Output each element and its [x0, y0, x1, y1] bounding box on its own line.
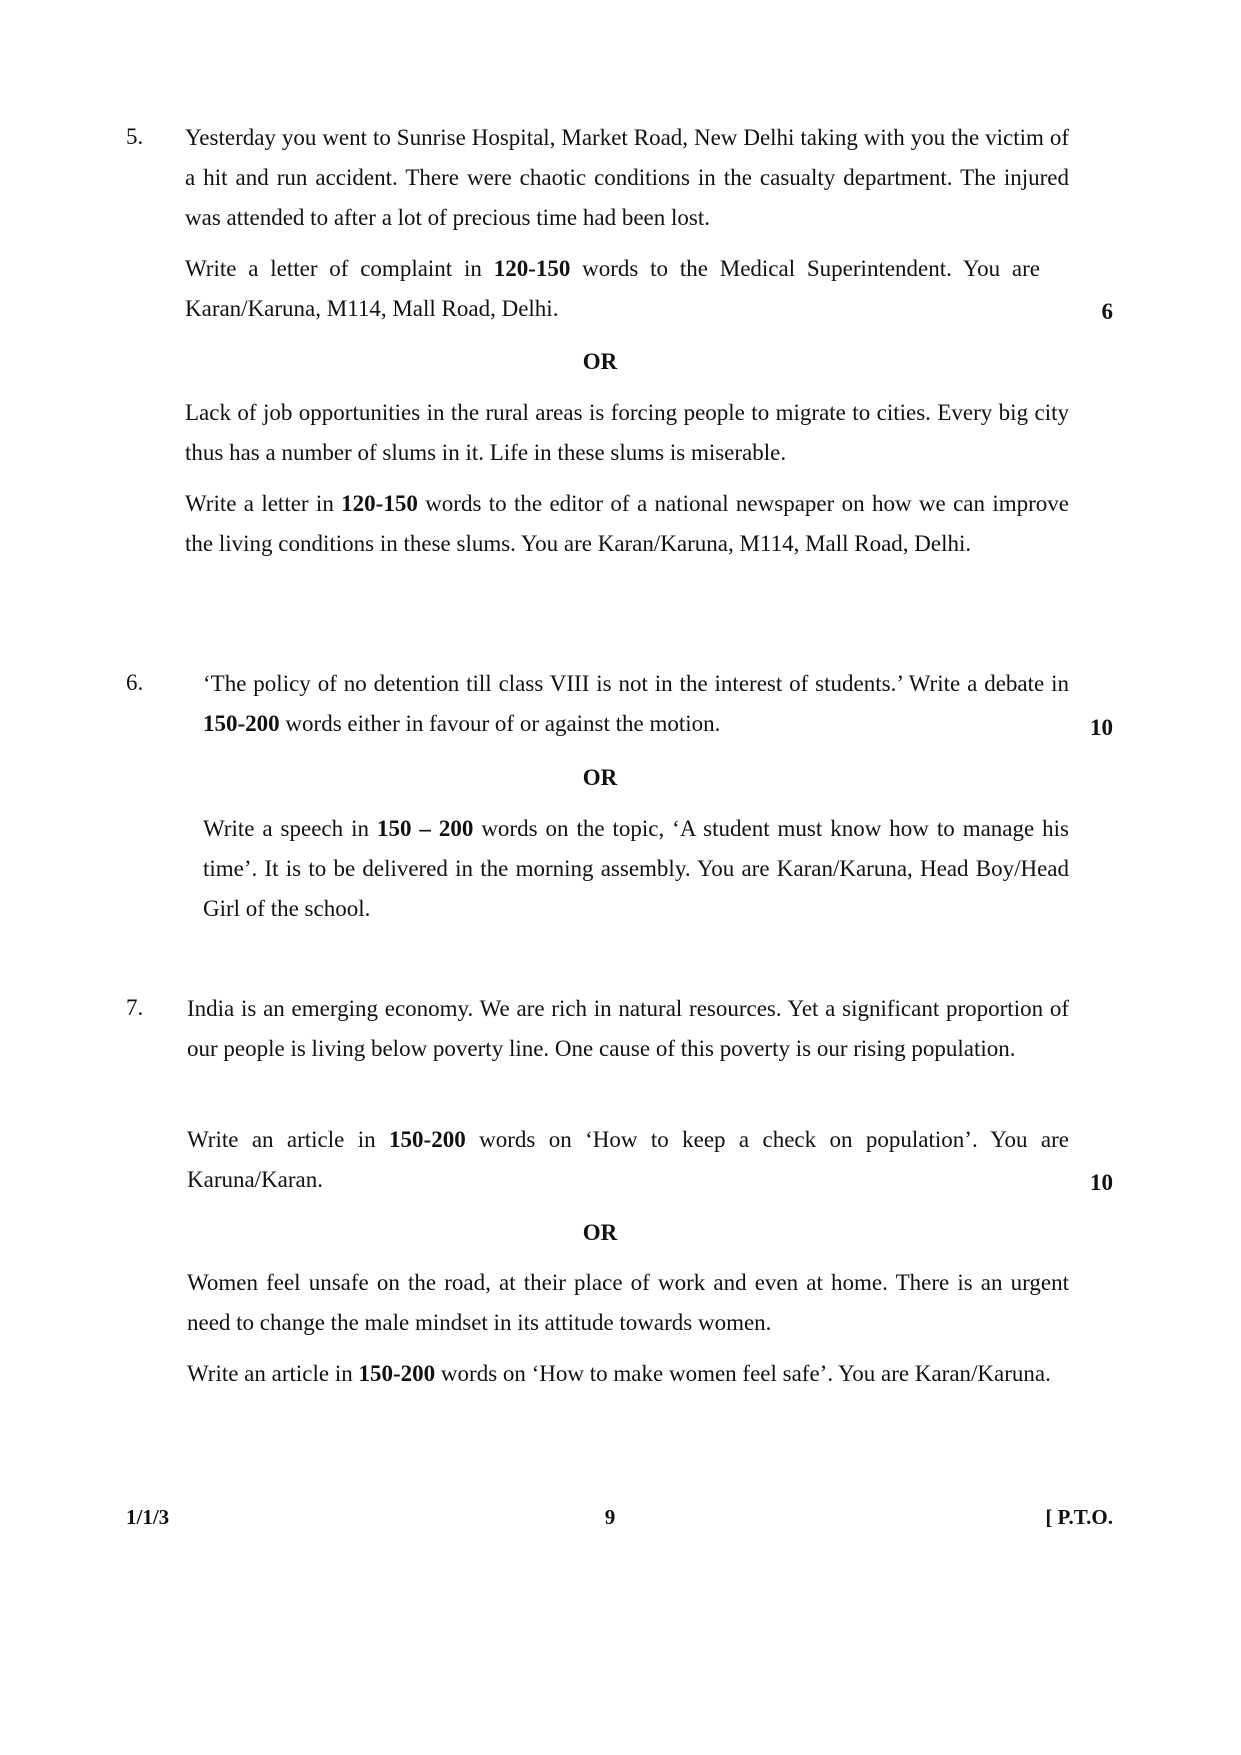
question-6-task-text: ‘The policy of no detention till class VIII is not in the interest of students.’ Write a debate in: [203, 671, 1069, 696]
question-6-marks: 10: [1090, 715, 1113, 740]
question-5-task-text-end: words to the Medical Superintendent. You are Karan/Karuna, M114, Mall Road, Delhi.: [185, 256, 1041, 321]
question-6-alt-word-limit: 150 – 200: [376, 816, 474, 841]
question-5-alt-task: [185, 484, 1069, 564]
question-5-prompt: Yesterday you went to Sunrise Hospital, Market Road, New Delhi taking with you the victim of a hit and run accident. There were chaotic conditions in the casualty department. The injured was attended to after a lot of precious time had been lost.: [185, 125, 1069, 230]
question-6-alt-task-text: Write a speech in: [203, 816, 377, 841]
question-6-or: OR: [582, 765, 618, 790]
question-5-alt-word-limit: 120-150: [341, 491, 418, 516]
question-7-alt-task: [187, 1354, 1069, 1394]
question-7-task-text-end: words on ‘How to keep a check on population’. You are Karuna/Karan.: [187, 1127, 1069, 1192]
question-6-number: 6.: [126, 670, 144, 695]
question-6-alt-task: [203, 809, 1069, 929]
question-7-word-limit: 150-200: [389, 1127, 466, 1152]
question-6-task: [203, 664, 1069, 744]
question-6-task-text-end: words either in favour of or against the motion.: [279, 711, 721, 736]
question-6-alt-task-text-end: words on the topic, ‘A student must know how to manage his time’. It is to be delivered in the morning assembly. You are Karan/Karuna, Head Boy/Head Girl of the school.: [203, 816, 1070, 921]
question-5-or: OR: [582, 349, 618, 374]
question-5-alt-task-text: Write a letter in: [185, 491, 342, 516]
question-5-alt-task-text-end: words to the editor of a national newspaper on how we can improve the living conditions in these slums. You are Karan/Karuna, M114, Mall Road, Delhi.: [185, 491, 1069, 556]
question-5-task: [185, 249, 1040, 329]
question-6-word-limit: 150-200: [203, 711, 280, 736]
question-7-alt-task-text: Write an article in: [187, 1361, 359, 1386]
question-5-marks: 6: [1101, 299, 1113, 324]
question-7-prompt: India is an emerging economy. We are rich in natural resources. Yet a significant proportion of our people is living below poverty line. One cause of this poverty is our rising population.: [187, 996, 1069, 1061]
question-7-task: [187, 1120, 1069, 1200]
question-5-word-limit: 120-150: [493, 256, 571, 281]
question-5-alt-prompt: Lack of job opportunities in the rural areas is forcing people to migrate to cities. Every big city thus has a number of slums in it. Life in these slums is miserable.: [185, 400, 1069, 465]
question-5-task-text: Write a letter of complaint in: [185, 256, 494, 281]
page-number: 9: [604, 1505, 616, 1529]
pto-note: [ P.T.O.: [1045, 1505, 1113, 1529]
question-7-task-text: Write an article in: [187, 1127, 390, 1152]
paper-code: 1/1/3: [126, 1505, 170, 1529]
question-5-number: 5.: [126, 124, 144, 149]
question-7-number: 7.: [126, 995, 144, 1020]
question-7-alt-prompt: Women feel unsafe on the road, at their place of work and even at home. There is an urgent need to change the male mindset in its attitude towards women.: [187, 1270, 1069, 1335]
question-7-or: OR: [582, 1220, 618, 1245]
question-7-alt-task-text-end: words on ‘How to make women feel safe’. You are Karan/Karuna.: [435, 1361, 1051, 1386]
question-7-marks: 10: [1090, 1170, 1113, 1195]
question-7-alt-word-limit: 150-200: [358, 1361, 436, 1386]
